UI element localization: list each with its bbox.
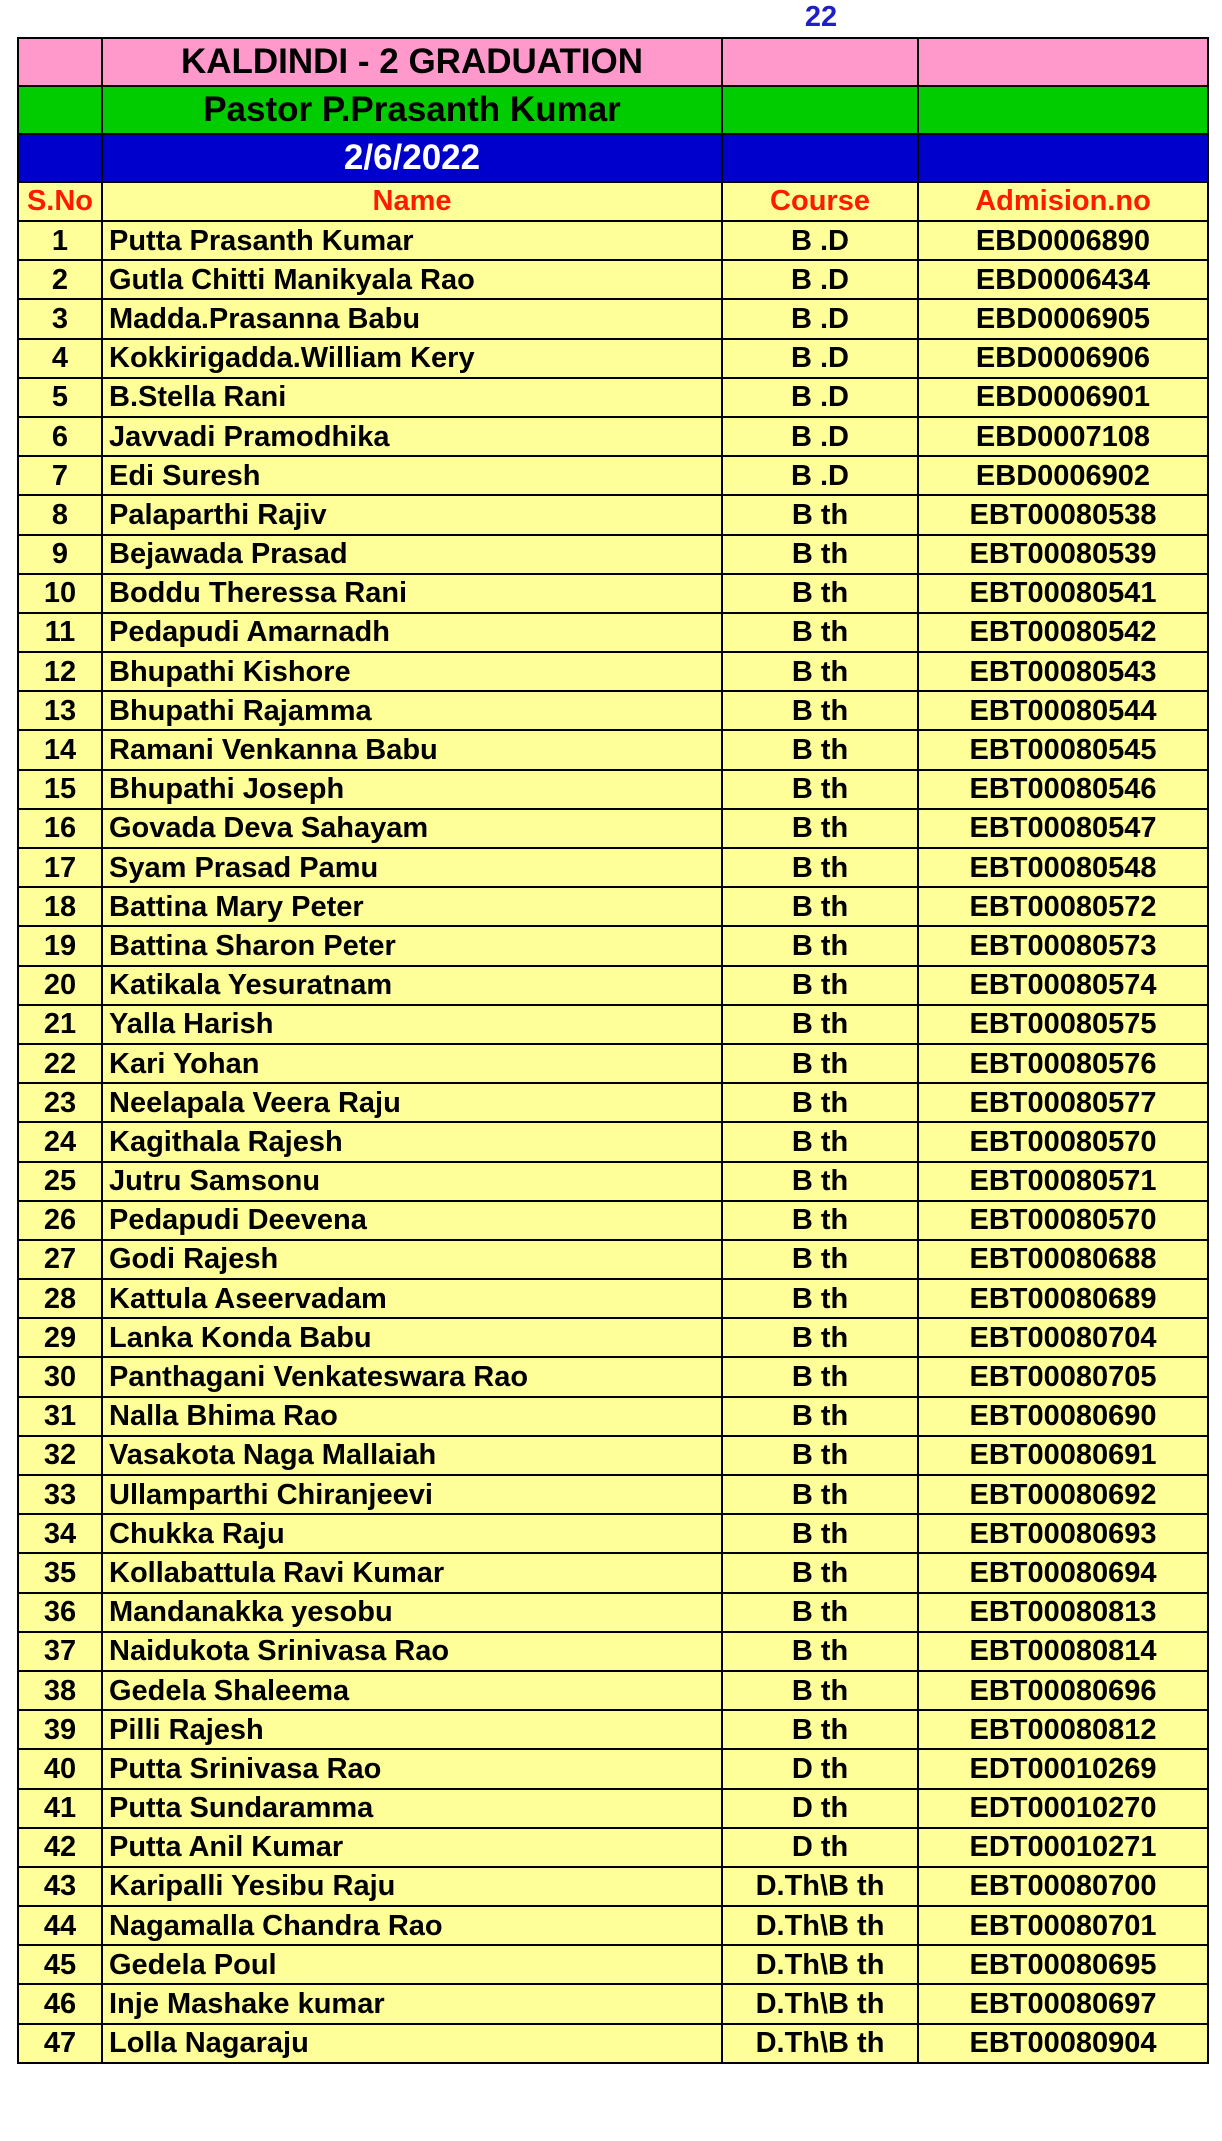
table-row <box>18 1436 1208 1475</box>
row-name: Bhupathi Kishore <box>102 652 722 691</box>
row-sno: 35 <box>18 1553 102 1592</box>
row-admission: EBT00080543 <box>918 652 1208 691</box>
row-admission: EBT00080544 <box>918 691 1208 730</box>
row-course: B th <box>722 535 918 574</box>
row-admission: EBT00080695 <box>918 1945 1208 1984</box>
row-name: Nagamalla Chandra Rao <box>102 1906 722 1945</box>
row-admission: EBD0006890 <box>918 221 1208 260</box>
row-sno: 25 <box>18 1162 102 1201</box>
row-name: Battina Mary Peter <box>102 887 722 926</box>
row-course: B .D <box>722 456 918 495</box>
table-row <box>18 848 1208 887</box>
row-admission: EBT00080692 <box>918 1475 1208 1514</box>
row-sno: 45 <box>18 1945 102 1984</box>
row-course: B th <box>722 1436 918 1475</box>
row-name: Gedela Poul <box>102 1945 722 1984</box>
row-name: Bhupathi Rajamma <box>102 691 722 730</box>
row-name: Karipalli Yesibu Raju <box>102 1867 722 1906</box>
row-sno: 2 <box>18 260 102 299</box>
pastor-row-blank <box>722 86 918 134</box>
row-sno: 40 <box>18 1749 102 1788</box>
row-admission: EBT00080693 <box>918 1514 1208 1553</box>
row-course: B th <box>722 1201 918 1240</box>
table-row <box>18 1475 1208 1514</box>
date-row <box>18 134 1208 182</box>
row-admission: EBT00080696 <box>918 1671 1208 1710</box>
row-course: B th <box>722 1475 918 1514</box>
row-name: Ullamparthi Chiranjeevi <box>102 1475 722 1514</box>
column-header-admission: Admision.no <box>918 182 1208 221</box>
table-row <box>18 1906 1208 1945</box>
row-course: D th <box>722 1789 918 1828</box>
row-name: Kollabattula Ravi Kumar <box>102 1553 722 1592</box>
row-name: Lanka Konda Babu <box>102 1318 722 1357</box>
table-row <box>18 417 1208 456</box>
row-sno: 47 <box>18 2024 102 2063</box>
row-name: Gutla Chitti Manikyala Rao <box>102 260 722 299</box>
table-row <box>18 378 1208 417</box>
row-sno: 23 <box>18 1083 102 1122</box>
row-sno: 9 <box>18 535 102 574</box>
row-sno: 17 <box>18 848 102 887</box>
row-name: Mandanakka yesobu <box>102 1593 722 1632</box>
row-sno: 34 <box>18 1514 102 1553</box>
row-name: Panthagani Venkateswara Rao <box>102 1357 722 1396</box>
row-admission: EDT00010271 <box>918 1828 1208 1867</box>
row-name: Inje Mashake kumar <box>102 1984 722 2023</box>
row-name: Chukka Raju <box>102 1514 722 1553</box>
row-admission: EBT00080704 <box>918 1318 1208 1357</box>
row-name: Madda.Prasanna Babu <box>102 299 722 338</box>
row-name: Kokkirigadda.William Kery <box>102 339 722 378</box>
table-row <box>18 926 1208 965</box>
row-name: Ramani Venkanna Babu <box>102 730 722 769</box>
table-row <box>18 1122 1208 1161</box>
row-admission: EBT00080548 <box>918 848 1208 887</box>
row-course: D.Th\B th <box>722 2024 918 2063</box>
table-row <box>18 339 1208 378</box>
row-sno: 30 <box>18 1357 102 1396</box>
row-admission: EBT00080904 <box>918 2024 1208 2063</box>
row-admission: EBT00080694 <box>918 1553 1208 1592</box>
table-row <box>18 574 1208 613</box>
row-sno: 8 <box>18 495 102 534</box>
row-course: D.Th\B th <box>722 1984 918 2023</box>
row-sno: 6 <box>18 417 102 456</box>
column-header-name: Name <box>102 182 722 221</box>
row-sno: 42 <box>18 1828 102 1867</box>
row-sno: 32 <box>18 1436 102 1475</box>
row-course: B th <box>722 966 918 1005</box>
row-admission: EBT00080576 <box>918 1044 1208 1083</box>
table-row <box>18 1397 1208 1436</box>
row-sno: 27 <box>18 1240 102 1279</box>
column-header-row <box>18 182 1208 221</box>
row-course: B th <box>722 1318 918 1357</box>
row-sno: 24 <box>18 1122 102 1161</box>
row-admission: EDT00010270 <box>918 1789 1208 1828</box>
row-course: B th <box>722 574 918 613</box>
row-admission: EBT00080697 <box>918 1984 1208 2023</box>
row-name: Battina Sharon Peter <box>102 926 722 965</box>
row-admission: EBT00080814 <box>918 1632 1208 1671</box>
row-name: Putta Sundaramma <box>102 1789 722 1828</box>
table-row <box>18 966 1208 1005</box>
row-admission: EBT00080813 <box>918 1593 1208 1632</box>
table-row <box>18 1710 1208 1749</box>
table-row <box>18 1945 1208 1984</box>
row-admission: EBT00080545 <box>918 730 1208 769</box>
table-row <box>18 1671 1208 1710</box>
table-row <box>18 535 1208 574</box>
row-name: Lolla Nagaraju <box>102 2024 722 2063</box>
row-sno: 13 <box>18 691 102 730</box>
table-row <box>18 691 1208 730</box>
table-row <box>18 495 1208 534</box>
row-course: B th <box>722 1162 918 1201</box>
table-row <box>18 1201 1208 1240</box>
row-admission: EBT00080575 <box>918 1005 1208 1044</box>
row-course: B .D <box>722 339 918 378</box>
row-name: Javvadi Pramodhika <box>102 417 722 456</box>
row-course: B .D <box>722 417 918 456</box>
table-row <box>18 221 1208 260</box>
row-sno: 33 <box>18 1475 102 1514</box>
column-header-sno: S.No <box>18 182 102 221</box>
table-row <box>18 652 1208 691</box>
row-sno: 26 <box>18 1201 102 1240</box>
row-sno: 18 <box>18 887 102 926</box>
row-sno: 12 <box>18 652 102 691</box>
row-admission: EBT00080539 <box>918 535 1208 574</box>
table-row <box>18 1514 1208 1553</box>
row-course: B .D <box>722 299 918 338</box>
row-sno: 1 <box>18 221 102 260</box>
table-row <box>18 1279 1208 1318</box>
row-sno: 43 <box>18 1867 102 1906</box>
table-row <box>18 1162 1208 1201</box>
table-row <box>18 1828 1208 1867</box>
row-name: Gedela Shaleema <box>102 1671 722 1710</box>
table-row <box>18 1318 1208 1357</box>
row-name: Pedapudi Amarnadh <box>102 613 722 652</box>
row-sno: 39 <box>18 1710 102 1749</box>
row-sno: 14 <box>18 730 102 769</box>
pastor-name: Pastor P.Prasanth Kumar <box>102 86 722 134</box>
row-name: B.Stella Rani <box>102 378 722 417</box>
row-course: B th <box>722 809 918 848</box>
row-course: B th <box>722 1553 918 1592</box>
row-name: Nalla Bhima Rao <box>102 1397 722 1436</box>
date-row-blank <box>18 134 102 182</box>
row-admission: EBT00080691 <box>918 1436 1208 1475</box>
title-row-blank <box>722 38 918 86</box>
table-row <box>18 456 1208 495</box>
row-sno: 15 <box>18 770 102 809</box>
row-admission: EBT00080690 <box>918 1397 1208 1436</box>
row-admission: EBT00080689 <box>918 1279 1208 1318</box>
row-course: B th <box>722 1240 918 1279</box>
row-name: Putta Srinivasa Rao <box>102 1749 722 1788</box>
row-name: Syam Prasad Pamu <box>102 848 722 887</box>
row-name: Kari Yohan <box>102 1044 722 1083</box>
row-sno: 21 <box>18 1005 102 1044</box>
row-name: Neelapala Veera Raju <box>102 1083 722 1122</box>
row-admission: EBT00080573 <box>918 926 1208 965</box>
row-course: B .D <box>722 378 918 417</box>
row-name: Vasakota Naga Mallaiah <box>102 1436 722 1475</box>
row-sno: 19 <box>18 926 102 965</box>
row-sno: 22 <box>18 1044 102 1083</box>
table-row <box>18 1789 1208 1828</box>
row-admission: EBD0006434 <box>918 260 1208 299</box>
row-admission: EBT00080570 <box>918 1201 1208 1240</box>
row-admission: EBT00080700 <box>918 1867 1208 1906</box>
row-course: B th <box>722 1593 918 1632</box>
row-admission: EBT00080546 <box>918 770 1208 809</box>
table-row <box>18 1749 1208 1788</box>
row-course: B th <box>722 887 918 926</box>
table-row <box>18 1357 1208 1396</box>
table-row <box>18 1083 1208 1122</box>
row-sno: 38 <box>18 1671 102 1710</box>
row-sno: 41 <box>18 1789 102 1828</box>
column-header-course: Course <box>722 182 918 221</box>
graduation-table <box>17 37 1209 2064</box>
row-name: Bejawada Prasad <box>102 535 722 574</box>
row-course: B th <box>722 848 918 887</box>
row-admission: EBT00080541 <box>918 574 1208 613</box>
row-course: B th <box>722 1122 918 1161</box>
table-row <box>18 1593 1208 1632</box>
row-name: Boddu Theressa Rani <box>102 574 722 613</box>
title-row-blank <box>918 38 1208 86</box>
table-row <box>18 1005 1208 1044</box>
row-sno: 44 <box>18 1906 102 1945</box>
row-course: D.Th\B th <box>722 1867 918 1906</box>
row-course: B th <box>722 1279 918 1318</box>
row-sno: 46 <box>18 1984 102 2023</box>
pastor-row <box>18 86 1208 134</box>
row-admission: EBT00080577 <box>918 1083 1208 1122</box>
row-sno: 11 <box>18 613 102 652</box>
table-row <box>18 1553 1208 1592</box>
graduation-title: KALDINDI - 2 GRADUATION <box>102 38 722 86</box>
row-sno: 5 <box>18 378 102 417</box>
row-name: Putta Prasanth Kumar <box>102 221 722 260</box>
row-admission: EBD0006902 <box>918 456 1208 495</box>
row-course: B th <box>722 1044 918 1083</box>
row-course: B th <box>722 730 918 769</box>
row-course: B th <box>722 652 918 691</box>
row-sno: 28 <box>18 1279 102 1318</box>
row-name: Katikala Yesuratnam <box>102 966 722 1005</box>
row-admission: EBT00080570 <box>918 1122 1208 1161</box>
row-sno: 4 <box>18 339 102 378</box>
table-row <box>18 770 1208 809</box>
row-sno: 10 <box>18 574 102 613</box>
row-name: Putta Anil Kumar <box>102 1828 722 1867</box>
row-admission: EDT00010269 <box>918 1749 1208 1788</box>
row-course: B th <box>722 1632 918 1671</box>
row-course: B th <box>722 691 918 730</box>
row-sno: 29 <box>18 1318 102 1357</box>
pastor-row-blank <box>918 86 1208 134</box>
row-name: Naidukota Srinivasa Rao <box>102 1632 722 1671</box>
row-course: B .D <box>722 221 918 260</box>
table-row <box>18 730 1208 769</box>
row-name: Palaparthi Rajiv <box>102 495 722 534</box>
row-name: Jutru Samsonu <box>102 1162 722 1201</box>
row-admission: EBT00080812 <box>918 1710 1208 1749</box>
table-row <box>18 1240 1208 1279</box>
row-admission: EBT00080688 <box>918 1240 1208 1279</box>
row-admission: EBD0006901 <box>918 378 1208 417</box>
row-course: D.Th\B th <box>722 1906 918 1945</box>
row-name: Bhupathi Joseph <box>102 770 722 809</box>
row-name: Godi Rajesh <box>102 1240 722 1279</box>
row-course: B th <box>722 1710 918 1749</box>
row-course: B th <box>722 495 918 534</box>
row-admission: EBD0007108 <box>918 417 1208 456</box>
row-admission: EBT00080571 <box>918 1162 1208 1201</box>
date-row-blank <box>918 134 1208 182</box>
table-row <box>18 1044 1208 1083</box>
row-sno: 7 <box>18 456 102 495</box>
row-course: D th <box>722 1749 918 1788</box>
row-course: B th <box>722 1357 918 1396</box>
row-sno: 31 <box>18 1397 102 1436</box>
table-row <box>18 1632 1208 1671</box>
row-admission: EBT00080701 <box>918 1906 1208 1945</box>
row-name: Govada Deva Sahayam <box>102 809 722 848</box>
row-course: B th <box>722 613 918 652</box>
row-course: B th <box>722 1005 918 1044</box>
row-course: B th <box>722 1514 918 1553</box>
row-name: Pilli Rajesh <box>102 1710 722 1749</box>
row-sno: 20 <box>18 966 102 1005</box>
row-course: B th <box>722 1397 918 1436</box>
row-sno: 36 <box>18 1593 102 1632</box>
row-admission: EBT00080542 <box>918 613 1208 652</box>
row-admission: EBT00080705 <box>918 1357 1208 1396</box>
row-admission: EBT00080547 <box>918 809 1208 848</box>
row-sno: 16 <box>18 809 102 848</box>
row-course: B th <box>722 1083 918 1122</box>
row-course: B th <box>722 926 918 965</box>
graduation-date: 2/6/2022 <box>102 134 722 182</box>
pastor-row-blank <box>18 86 102 134</box>
title-row-blank <box>18 38 102 86</box>
row-admission: EBT00080538 <box>918 495 1208 534</box>
table-row <box>18 1984 1208 2023</box>
row-name: Yalla Harish <box>102 1005 722 1044</box>
row-name: Pedapudi Deevena <box>102 1201 722 1240</box>
table-row <box>18 1867 1208 1906</box>
row-course: D.Th\B th <box>722 1945 918 1984</box>
table-row <box>18 2024 1208 2063</box>
row-sno: 37 <box>18 1632 102 1671</box>
date-row-blank <box>722 134 918 182</box>
table-row <box>18 299 1208 338</box>
row-sno: 3 <box>18 299 102 338</box>
row-admission: EBT00080574 <box>918 966 1208 1005</box>
table-row <box>18 613 1208 652</box>
page-number: 22 <box>804 1 838 33</box>
table-row <box>18 260 1208 299</box>
title-row <box>18 38 1208 86</box>
row-name: Kagithala Rajesh <box>102 1122 722 1161</box>
row-course: B th <box>722 1671 918 1710</box>
row-name: Kattula Aseervadam <box>102 1279 722 1318</box>
row-admission: EBT00080572 <box>918 887 1208 926</box>
row-admission: EBD0006905 <box>918 299 1208 338</box>
row-course: D th <box>722 1828 918 1867</box>
row-admission: EBD0006906 <box>918 339 1208 378</box>
row-course: B .D <box>722 260 918 299</box>
row-course: B th <box>722 770 918 809</box>
table-row <box>18 809 1208 848</box>
row-name: Edi Suresh <box>102 456 722 495</box>
table-row <box>18 887 1208 926</box>
